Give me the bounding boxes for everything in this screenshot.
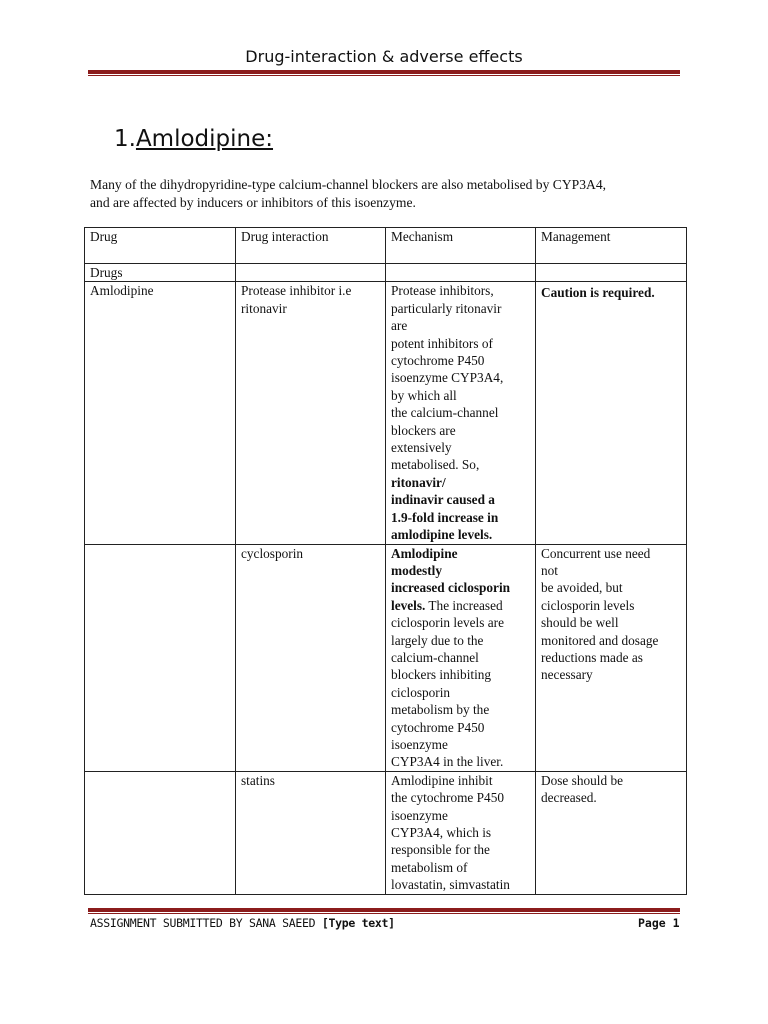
mechanism-cell: Protease inhibitors, particularly ritonavir are potent inhibitors of cytochrome P450 isoenzyme CYP3A4, by which all the calcium-channel blockers are extensively metabolised. So, ritonavir/ indinavir caused a 1.9-fold increase in amlodipine levels.	[386, 282, 536, 544]
interaction-cell: statins	[236, 771, 386, 894]
table-subheader-row	[85, 264, 687, 282]
header-rule	[88, 70, 680, 76]
header-cell-interaction: Drug interaction	[236, 228, 386, 264]
footer-rule	[88, 908, 680, 914]
header-cell-drug: Drug	[85, 228, 236, 264]
drug-cell	[85, 544, 236, 771]
subheader-cell-drugs: Drugs	[85, 264, 236, 282]
intro-line: and are affected by inducers or inhibitors of this isoenzyme.	[90, 194, 416, 210]
interaction-cell: Protease inhibitor i.e ritonavir	[236, 282, 386, 544]
management-cell: Dose should be decreased.	[536, 771, 687, 894]
interaction-cell: cyclosporin	[236, 544, 386, 771]
mechanism-cell: Amlodipine inhibit the cytochrome P450 isoenzyme CYP3A4, which is responsible for the metabolism of lovastatin, simvastatin	[386, 771, 536, 894]
intro-line: Many of the dihydropyridine-type calcium-channel blockers are also metabolised by CYP3A4,	[90, 177, 607, 192]
intro-paragraph	[90, 176, 690, 211]
header-cell-mechanism: Mechanism	[386, 228, 536, 264]
mechanism-cell: Amlodipine modestly increased ciclosporin levels. The increased ciclosporin levels are largely due to the calcium-channel blockers inhibiting ciclosporin metabolism by the cytochrome P450 isoenzyme CYP3A4 in the liver.	[386, 544, 536, 771]
management-cell: Caution is required.	[536, 282, 687, 544]
table-row	[85, 771, 687, 894]
table-header-row	[85, 228, 687, 264]
drug-cell	[85, 771, 236, 894]
table-row	[85, 282, 687, 544]
table-row	[85, 544, 687, 771]
header-cell-management: Management	[536, 228, 687, 264]
section-title: Amlodipine:	[135, 126, 274, 152]
footer-submitted-by: ASSIGNMENT SUBMITTED BY SANA SAEED [Type text]	[90, 916, 395, 930]
page-header-title: Drug-interaction & adverse effects	[245, 47, 523, 66]
drug-cell: Amlodipine	[85, 282, 236, 544]
drug-interaction-table	[84, 227, 687, 895]
section-number: 1.	[114, 126, 136, 152]
footer-page-number: Page 1	[638, 916, 680, 930]
management-cell: Concurrent use need not be avoided, but ciclosporin levels should be well monitored and dosage reductions made as necessary	[536, 544, 687, 771]
section-heading	[114, 126, 273, 152]
